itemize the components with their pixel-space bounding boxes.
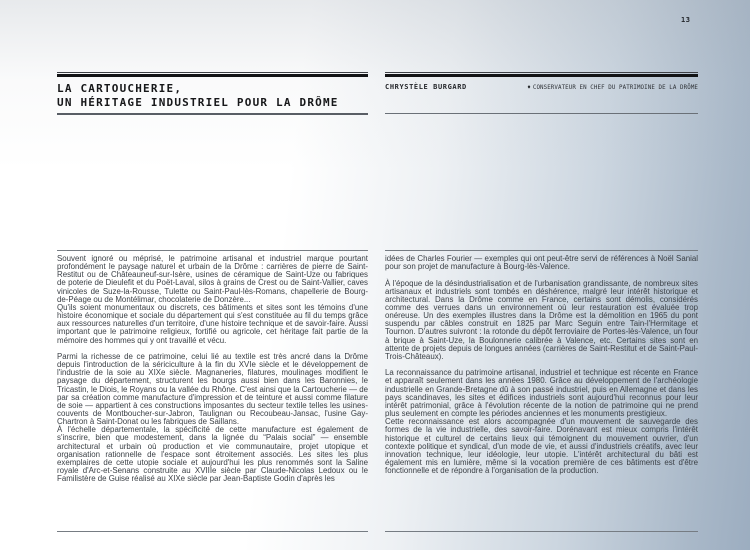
- page-number: 13: [681, 16, 691, 24]
- left-column: [57, 250, 368, 532]
- paragraph: La reconnaissance du patrimoine artisanal, industriel et technique est récente en France et apparaît seulement dans les années 1980. Grâce au développement de l'archéologie industrielle en Grande-Bretagne dû à son passé industriel, puis en Allemagne et dans les pays scandinaves, les sites et édifices industriels sont aujourd'hui reconnus pour leur intérêt patrimonial, grâce à l'évolution récente de la notion de patrimoine qui ne prend plus seulement en compte les périodes anciennes et les monuments prestigieux.: [385, 368, 698, 419]
- author-name: CHRYSTÈLE BURGARD: [385, 83, 467, 91]
- diamond-icon: ♦: [527, 85, 531, 91]
- byline-block: [385, 72, 698, 114]
- right-column: [385, 250, 698, 532]
- author-role-text: CONSERVATEUR EN CHEF DU PATRIMOINE DE LA DRÔME: [532, 85, 698, 91]
- paragraph: À l'époque de la désindustrialisation et de l'urbanisation grandissante, de nombreux sites artisanaux et industriels sont tombés en déshérence, malgré leur intérêt historique et architectural. Dans la Drôme comme en France, certains sont démolis, considérés comme des verrues dans un environnement où leur restauration est évaluée trop onéreuse. Un des exemples illustres dans la Drôme est la démolition en 1965 du pont suspendu par câbles construit en 1825 par Marc Seguin entre Tain-l'Hermitage et Tournon. D'autres suivront : la rotonde du dépôt ferroviaire de Portes-lès-Valence, un four à brique à Saint-Uze, la Boulonnerie calibrée à Valence, etc. Certains sites sont en attente de projets depuis de longues années (carrières de Saint-Restitut et de Saint-Paul-Trois-Châteaux).: [385, 278, 698, 361]
- article-title-block: [57, 72, 368, 115]
- paragraph: Qu'ils soient monumentaux ou discrets, ces bâtiments et sites sont les témoins d'une histoire économique et sociale du département qui s'est constituée au fil du temps grâce aux ressources naturelles d'un territoire, d'une histoire technique et de savoir-faire. Aussi important que le patrimoine religieux, fortifié ou agricole, cet héritage fait partie de la mémoire des hommes qui y ont travaillé et vécu.: [57, 302, 368, 345]
- paragraph: À l'échelle départementale, la spécificité de cette manufacture est également de s'inscrire, bien que modestement, dans la lignée du “Palais social” — ensemble architectural et urbain où production et vie communautaire, projet utopique et organisation rationnelle de l'espace sont étroitement associés. Les sites les plus exemplaires de cette utopie sociale et aujourd'hui les plus renommés sont la Saline royale d'Arc-et-Senans construite au XVIIIe siècle par Claude-Nicolas Ledoux ou le Familistère de Guise réalisé au XIXe siècle par Jean-Baptiste Godin d'après les: [57, 425, 368, 484]
- author-role: [527, 85, 698, 91]
- article-title-line1: LA CARTOUCHERIE,: [57, 82, 183, 95]
- title-top-rule: [57, 72, 368, 78]
- byline-top-rule: [385, 72, 698, 78]
- paragraph: Cette reconnaissance est alors accompagnée d'un mouvement de sauvegarde des formes de la vie industrielle, des savoir-faire. Dorénavant est mieux compris l'intérêt historique et culturel de certains lieux qui témoignent du mouvement ouvrier, d'un contexte politique et syndical, d'un mode de vie, et aussi d'industriels créatifs, avec leur innovation technique, leur idéologie, leur utopie. L'intérêt architectural du bâti est également mis en lumière, même si la vocation première de ces bâtiments est d'être fonctionnelle et de répondre à l'organisation de la production.: [385, 417, 698, 476]
- article-title: [57, 82, 368, 109]
- paragraph: Parmi la richesse de ce patrimoine, celui lié au textile est très ancré dans la Drôme depuis l'introduction de la sériciculture à la fin du XVIe siècle et le développement de l'industrie de la soie au XIXe siècle. Magnaneries, filatures, moulinages modifient le paysage du département, structurent les bourgs aussi bien dans les Baronnies, le Tricastin, le Diois, le Royans ou la vallée du Rhône. C'est ainsi que la Cartoucherie — de par sa création comme manufacture d'impression et de teinture et aussi comme filature de soie — appartient à ces constructions imposantes du secteur textile telles les usines-couvents de Montboucher-sur-Jabron, Taulignan ou Recoubeau-Jansac, l'usine Gay-Chartron à Saint-Donat ou les fabriques de Saillans.: [57, 351, 368, 427]
- paragraph: idées de Charles Fourier — exemples qui ont peut-être servi de références à Noël Sanial pour son projet de manufacture à Bourg-lès-Valence.: [385, 254, 698, 272]
- paragraph: Souvent ignoré ou méprisé, le patrimoine artisanal et industriel marque pourtant profondément le paysage naturel et urbain de la Drôme : carrières de pierre de Saint-Restitut ou de Châteauneuf-sur-Isère, usines de céramique de Saint-Uze ou fabriques de poterie de Dieulefit et du Poët-Laval, silos à grains de Crest ou de Saint-Vallier, caves vinicoles de Suze-la-Rousse, Tulette ou Saint-Paul-lès-Romans, chapellerie de Bourg-de-Péage ou de Montélimar, chocolaterie de Donzère...: [57, 254, 368, 304]
- article-title-line2: UN HÉRITAGE INDUSTRIEL POUR LA DRÔME: [57, 95, 339, 109]
